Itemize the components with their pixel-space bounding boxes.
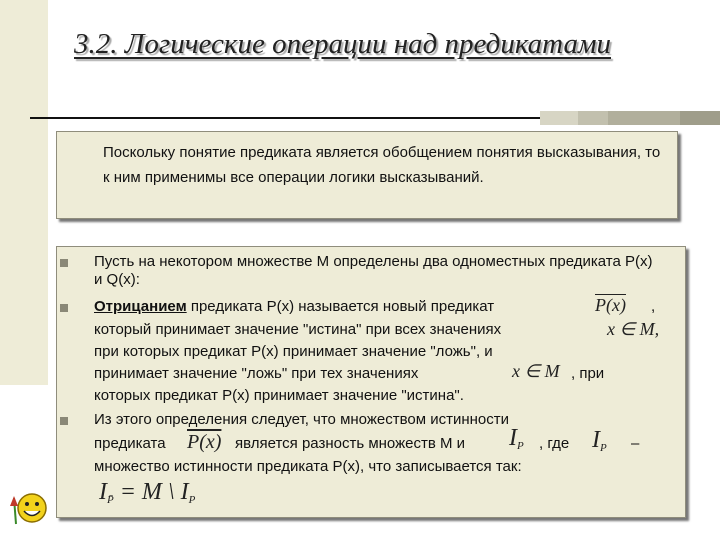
x-in-m-math-2: x ∈ M <box>512 361 560 381</box>
bullet-2-line-2: который принимает значение "истина" при всех значениях <box>94 321 502 338</box>
left-decor-line <box>45 0 48 385</box>
bullet-3-line-2b: является разность множеств M и <box>235 435 466 452</box>
neg-px-math-2 <box>187 431 221 454</box>
main-content-box <box>56 246 686 518</box>
formula-lhs: I <box>99 479 107 505</box>
bullet-3-line-2a: предиката <box>94 435 166 452</box>
bullet-3-line-2d: – <box>631 435 640 452</box>
ip2-subscript: P <box>600 442 607 454</box>
bullet-3-line-2c: , где <box>539 435 570 452</box>
title-stripe <box>680 111 720 125</box>
formula-lhs-sub: P̄ <box>107 494 114 506</box>
smiley-face-icon <box>10 488 50 528</box>
ip2-letter: I <box>592 427 600 453</box>
bullet-2-line-5: которых предикат P(x) принимает значение "истина". <box>94 387 464 404</box>
neg-px2-expr: P(x) <box>187 431 222 453</box>
bullet-2-line-4a: принимает значение "ложь" при тех значениях <box>94 365 419 382</box>
formula-rhs-sub: P <box>188 494 196 506</box>
intro-text: Поскольку понятие предиката является обобщением понятия высказывания, то к ним применимы все операции логики высказываний. <box>103 144 661 186</box>
neg-px-expr: P(x) <box>595 295 626 315</box>
bullet-2-comma: , <box>651 298 656 315</box>
ip-math-2 <box>592 427 607 454</box>
title-stripe <box>608 111 680 125</box>
bullet-2-line-1 <box>94 298 494 316</box>
bullet-2-line-1-text: предиката P(x) называется новый предикат <box>186 298 495 315</box>
bullet-square-icon <box>60 259 68 267</box>
bullet-3-line-3: множество истинности предиката P(x), что записывается так: <box>94 458 522 475</box>
formula-rhs: = M \ I <box>119 479 189 505</box>
bullet-3-line-1: Из этого определения следует, что множеством истинности <box>94 411 509 428</box>
ip-math <box>509 425 524 452</box>
ip-subscript: P <box>517 440 524 452</box>
title-stripe <box>540 111 578 125</box>
x-in-m-math: x ∈ M, <box>607 319 660 339</box>
bullet-2-line-3: при которых предикат P(x) принимает значение "ложь", и <box>94 343 493 360</box>
bullet-1-text: Пусть на некотором множестве M определены два одноместных предиката P(x) и Q(x): <box>94 253 653 288</box>
bullet-2-line-4b: , при <box>571 365 605 382</box>
negation-predicate-math <box>595 295 626 316</box>
slide-title: 3.2. Логические операции над предикатами <box>74 28 611 60</box>
title-rule <box>30 117 540 119</box>
bullet-square-icon <box>60 417 68 425</box>
title-stripe <box>578 111 608 125</box>
intro-box <box>56 131 678 219</box>
set-difference-formula <box>99 479 195 506</box>
ip-letter: I <box>509 425 517 451</box>
left-decor-bar <box>0 0 45 385</box>
negation-term: Отрицанием <box>94 298 187 315</box>
bullet-square-icon <box>60 304 68 312</box>
